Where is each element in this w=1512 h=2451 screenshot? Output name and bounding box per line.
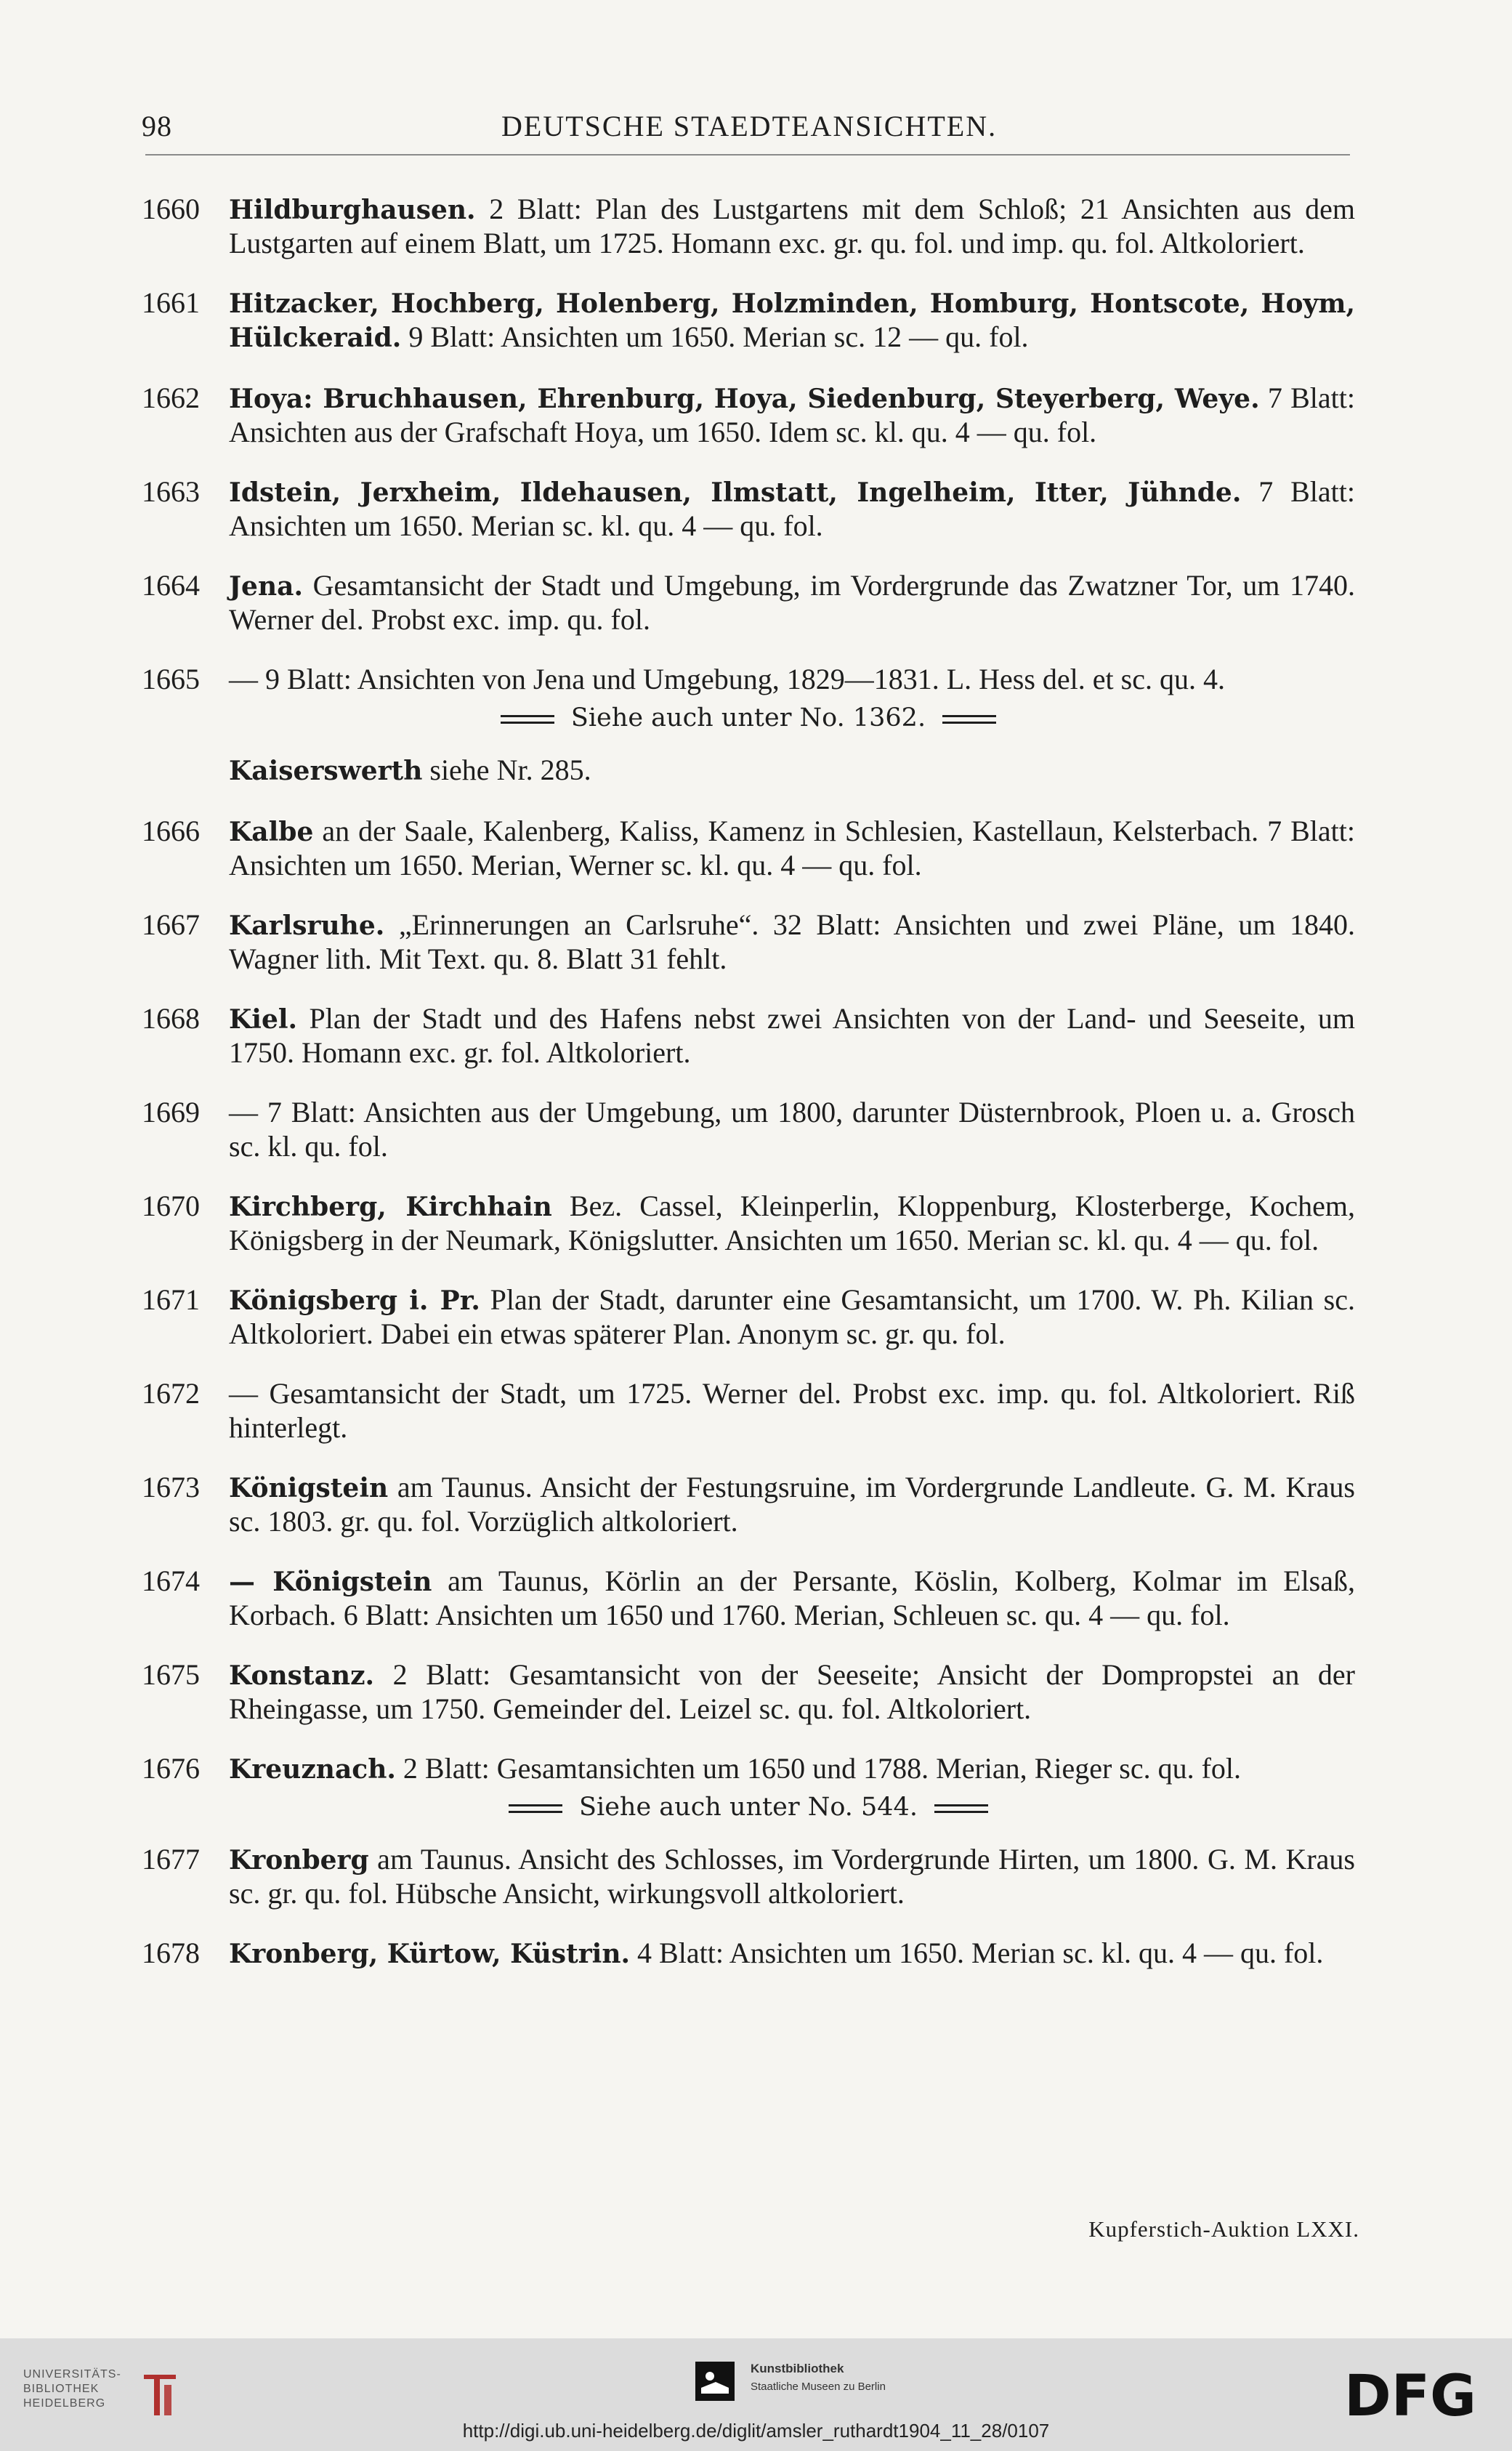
entry-group-2 <box>142 815 1355 1786</box>
entry-number: 1663 <box>142 475 200 508</box>
catalog-entry <box>142 908 1355 975</box>
ub-heidelberg-logo[interactable] <box>23 2367 198 2426</box>
auction-footer: Kupferstich-Auktion LXXI. <box>1088 2216 1359 2242</box>
entry-text: — 9 Blatt: Ansichten von Jena und Umgebung, 1829—1831. L. Hess del. et sc. qu. 4. <box>229 663 1225 695</box>
entry-group-1 <box>142 193 1355 697</box>
catalog-entry <box>142 1283 1355 1350</box>
entry-text: — Gesamtansicht der Stadt, um 1725. Werner del. Probst exc. imp. qu. fol. Altkoloriert. Riß hinterlegt. <box>229 1377 1355 1444</box>
entry-text: siehe Nr. 285. <box>422 754 591 786</box>
entry-text: „Erinnerungen an Carlsruhe“. 32 Blatt: Ansichten und zwei Pläne, um 1840. Wagner lith. Mit Text. qu. 8. Blatt 31 fehlt. <box>229 908 1355 975</box>
entry-number: 1676 <box>142 1752 200 1785</box>
catalog-entry <box>142 286 1355 355</box>
page-number: 98 <box>142 110 172 142</box>
entry-text: Plan der Stadt, darunter eine Gesamtansicht, um 1700. W. Ph. Kilian sc. Altkoloriert. Dabei ein etwas späterer Plan. Anonym sc. gr. qu. fol. <box>229 1283 1355 1350</box>
entry-text: 2 Blatt: Plan des Lustgartens mit dem Schloß; 21 Ansichten aus dem Lustgarten auf einem Blatt, um 1725. Homann exc. gr. qu. fol. und imp. qu. fol. Altkoloriert. <box>229 193 1355 259</box>
catalog-entry <box>142 1937 1355 1971</box>
entry-name: Königstein <box>229 1473 389 1503</box>
entry-number: 1675 <box>142 1658 200 1691</box>
entry-number: 1666 <box>142 815 200 847</box>
entry-number: 1674 <box>142 1564 200 1597</box>
see-also-1362 <box>142 702 1355 735</box>
entry-name: Jena. <box>229 571 303 602</box>
entry-number: 1667 <box>142 908 200 941</box>
page-title: DEUTSCHE STAEDTEANSICHTEN. <box>501 110 998 142</box>
entry-name: Kreuznach. <box>229 1754 396 1785</box>
catalog-entry <box>142 381 1355 448</box>
entry-number: 1662 <box>142 381 200 414</box>
entry-number: 1678 <box>142 1937 200 1969</box>
entry-text: 7 Blatt: Ansichten um 1650. Merian sc. kl. qu. 4 — qu. fol. <box>229 475 1355 542</box>
entry-number: 1661 <box>142 286 200 319</box>
entry-name: Königsberg i. Pr. <box>229 1285 480 1316</box>
double-bar-left <box>509 1804 562 1813</box>
dfg-logo-text: DFG <box>1344 2366 1477 2423</box>
catalog-entry <box>142 1658 1355 1725</box>
logo-line: BIBLIOTHEK <box>23 2383 100 2395</box>
entry-name: Hildburghausen. <box>229 195 476 225</box>
catalog-entry <box>142 193 1355 259</box>
entry-name: Hoya: Bruchhausen, Ehrenburg, Hoya, Siedenburg, Steyerberg, Weye. <box>229 384 1260 414</box>
source-url[interactable]: http://digi.ub.uni-heidelberg.de/diglit/amsler_ruthardt1904_11_28/0107 <box>462 2420 1050 2442</box>
header-rule <box>145 154 1350 156</box>
entry-number: 1664 <box>142 569 200 602</box>
kaiserswerth-entry <box>142 754 1355 788</box>
dfg-logo-icon[interactable] <box>1344 2366 1489 2423</box>
entry-text: 2 Blatt: Gesamtansicht von der Seeseite; Ansicht der Dompropstei an der Rheingasse, um 1750. Gemeinder del. Leizel sc. qu. fol. Altkoloriert. <box>229 1658 1355 1725</box>
see-also-text: Siehe auch unter No. 544. <box>579 1793 918 1822</box>
catalog-entry <box>142 1752 1355 1786</box>
logo-line: UNIVERSITÄTS- <box>23 2368 121 2381</box>
crest-icon <box>138 2370 182 2420</box>
catalog-entry <box>142 475 1355 542</box>
center-logo-subtitle: Staatliche Museen zu Berlin <box>751 2381 886 2393</box>
entry-name: Karlsruhe. <box>229 910 385 941</box>
catalog-entry <box>142 569 1355 636</box>
double-bar-left <box>501 715 554 724</box>
entry-text: am Taunus. Ansicht der Festungsruine, im Vordergrunde Landleute. G. M. Kraus sc. 1803. gr. qu. fol. Vorzüglich altkoloriert. <box>229 1471 1355 1538</box>
entry-text: 9 Blatt: Ansichten um 1650. Merian sc. 12 — qu. fol. <box>401 320 1029 353</box>
entry-name: Hitzacker, Hochberg, Holenberg, Holzminden, Homburg, Hontscote, Hoym, Hülckeraid. <box>229 288 1355 353</box>
entry-text: 7 Blatt: Ansichten aus der Grafschaft Hoya, um 1650. Idem sc. kl. qu. 4 — qu. fol. <box>229 381 1355 448</box>
entry-name: Idstein, Jerxheim, Ildehausen, Ilmstatt, Ingelheim, Itter, Jühnde. <box>229 477 1242 508</box>
see-also-544 <box>142 1791 1355 1824</box>
entry-text: — 7 Blatt: Ansichten aus der Umgebung, um 1800, darunter Düsternbrook, Ploen u. a. Grosch sc. kl. qu. fol. <box>229 1096 1355 1163</box>
entry-text: 4 Blatt: Ansichten um 1650. Merian sc. kl. qu. 4 — qu. fol. <box>630 1937 1324 1969</box>
catalog-entry <box>142 1190 1355 1256</box>
catalog-entry <box>142 1096 1355 1163</box>
entry-name: Kronberg <box>229 1845 369 1875</box>
entry-text: Bez. Cassel, Kleinperlin, Kloppenburg, Klosterberge, Kochem, Königsberg in der Neumark, Königslutter. Ansichten um 1650. Merian sc. kl. qu. 4 — qu. fol. <box>229 1190 1355 1256</box>
entry-text: an der Saale, Kalenberg, Kaliss, Kamenz in Schlesien, Kastellaun, Kelsterbach. 7 Blatt: Ansichten um 1650. Merian, Werner sc. kl. qu. 4 — qu. fol. <box>229 815 1355 881</box>
entry-name: Kiel. <box>229 1004 298 1035</box>
entry-name: Kalbe <box>229 817 314 847</box>
entry-number: 1673 <box>142 1471 200 1503</box>
catalog-entry <box>142 815 1355 881</box>
kunstbibliothek-icon <box>694 2360 736 2402</box>
entry-number: 1677 <box>142 1843 200 1875</box>
entry-number: 1668 <box>142 1002 200 1035</box>
entry-group-3 <box>142 1843 1355 1971</box>
entry-name: Kaiserswerth <box>229 756 423 786</box>
catalog-entry <box>142 663 1355 697</box>
entry-name: Konstanz. <box>229 1660 375 1691</box>
entry-text: Gesamtansicht der Stadt und Umgebung, im Vordergrunde das Zwatzner Tor, um 1740. Werner del. Probst exc. imp. qu. fol. <box>229 569 1355 636</box>
logo-line: HEIDELBERG <box>23 2397 106 2410</box>
catalog-entry <box>142 1843 1355 1910</box>
catalog-entry <box>142 1002 1355 1069</box>
catalog-entry <box>142 1377 1355 1444</box>
entry-name: Kronberg, Kürtow, Küstrin. <box>229 1939 631 1969</box>
entry-text: am Taunus. Ansicht des Schlosses, im Vordergrunde Hirten, um 1800. G. M. Kraus sc. gr. qu. fol. Hübsche Ansicht, wirkungsvoll altkoloriert. <box>229 1843 1355 1910</box>
catalog-entries <box>142 193 1355 1998</box>
entry-text: Plan der Stadt und des Hafens nebst zwei Ansichten von der Land- und Seeseite, um 1750. Homann exc. gr. fol. Altkoloriert. <box>229 1002 1355 1069</box>
kunstbibliothek-logo[interactable] <box>694 2360 912 2411</box>
catalog-entry <box>142 1471 1355 1538</box>
entry-number: 1665 <box>142 663 200 695</box>
center-logo-title: Kunstbibliothek <box>751 2362 844 2375</box>
see-also-text: Siehe auch unter No. 1362. <box>570 703 926 732</box>
double-bar-right <box>942 715 996 724</box>
entry-text: 2 Blatt: Gesamtansichten um 1650 und 1788. Merian, Rieger sc. qu. fol. <box>395 1752 1242 1785</box>
double-bar-right <box>934 1804 988 1813</box>
entry-text: am Taunus, Körlin an der Persante, Köslin, Kolberg, Kolmar im Elsaß, Korbach. 6 Blatt: Ansichten um 1650 und 1760. Merian, Schleuen sc. qu. 4 — qu. fol. <box>229 1564 1355 1631</box>
entry-number: 1670 <box>142 1190 200 1222</box>
catalog-entry <box>142 1564 1355 1631</box>
entry-number: 1672 <box>142 1377 200 1410</box>
entry-number: 1669 <box>142 1096 200 1128</box>
entry-name: — Königstein <box>229 1567 432 1597</box>
entry-number: 1671 <box>142 1283 200 1316</box>
entry-name: Kirchberg, Kirchhain <box>229 1192 552 1222</box>
entry-number: 1660 <box>142 193 200 225</box>
